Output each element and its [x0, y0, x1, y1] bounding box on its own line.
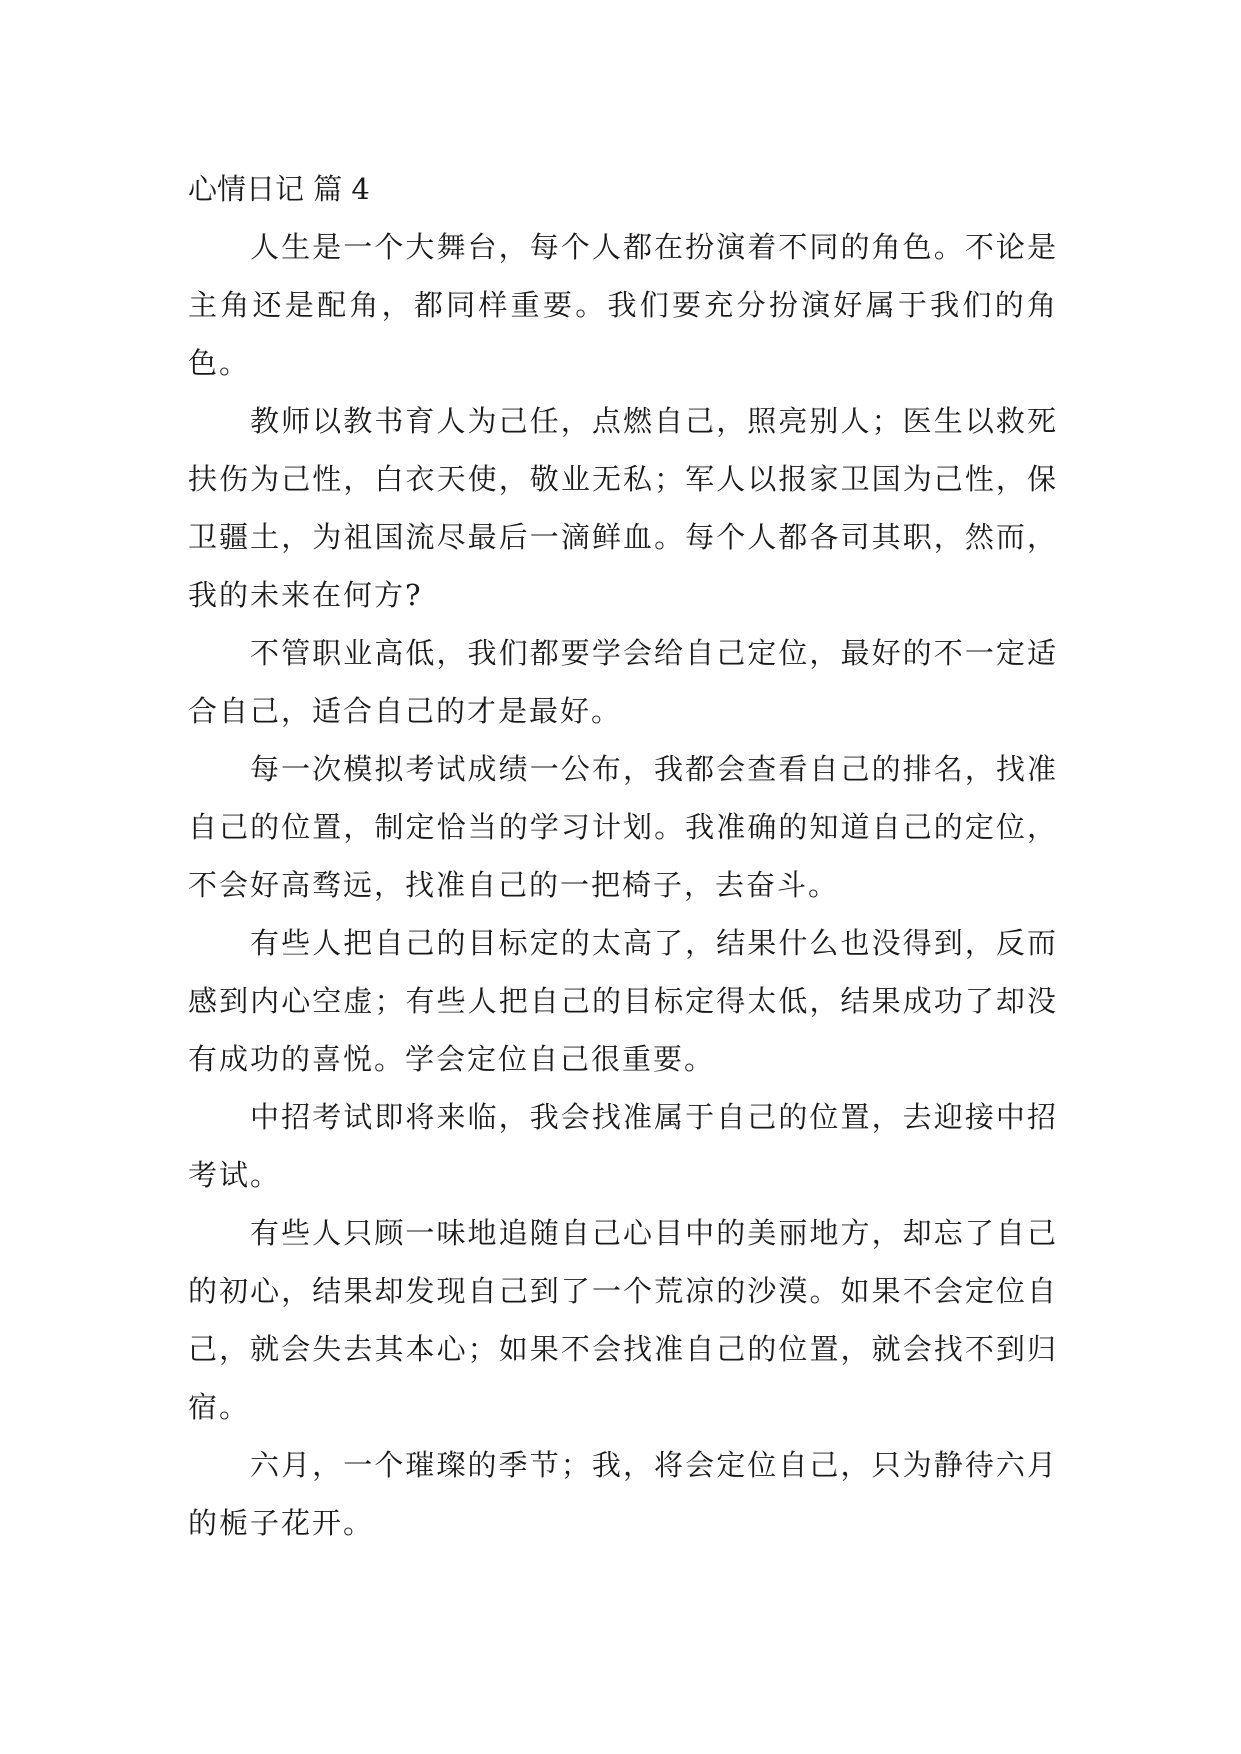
- document-title: 心情日记 篇 4: [188, 172, 370, 206]
- document-body: [188, 160, 1058, 1552]
- paragraph: 有些人只顾一味地追随自己心目中的美丽地方，却忘了自己的初心，结果却发现自己到了一个荒凉的沙漠。如果不会定位自己，就会失去其本心；如果不会找准自己的位置，就会找不到归宿。: [188, 1216, 1058, 1424]
- paragraph: 中招考试即将来临，我会找准属于自己的位置，去迎接中招考试。: [188, 1100, 1058, 1192]
- paragraph: 不管职业高低，我们都要学会给自己定位，最好的不一定适合自己，适合自己的才是最好。: [188, 636, 1058, 728]
- paragraph: 教师以教书育人为己任，点燃自己，照亮别人；医生以救死扶伤为己性，白衣天使，敬业无私；军人以报家卫国为己性，保卫疆土，为祖国流尽最后一滴鲜血。每个人都各司其职，然而，我的未来在何方?: [188, 404, 1058, 612]
- paragraph: 有些人把自己的目标定的太高了，结果什么也没得到，反而感到内心空虚；有些人把自己的目标定得太低，结果成功了却没有成功的喜悦。学会定位自己很重要。: [188, 926, 1058, 1076]
- paragraph: 每一次模拟考试成绩一公布，我都会查看自己的排名，找准自己的位置，制定恰当的学习计划。我准确的知道自己的定位，不会好高骛远，找准自己的一把椅子，去奋斗。: [188, 752, 1058, 902]
- paragraph: 人生是一个大舞台，每个人都在扮演着不同的角色。不论是主角还是配角，都同样重要。我们要充分扮演好属于我们的角色。: [188, 230, 1058, 380]
- paragraph: 六月，一个璀璨的季节；我，将会定位自己，只为静待六月的栀子花开。: [188, 1448, 1058, 1540]
